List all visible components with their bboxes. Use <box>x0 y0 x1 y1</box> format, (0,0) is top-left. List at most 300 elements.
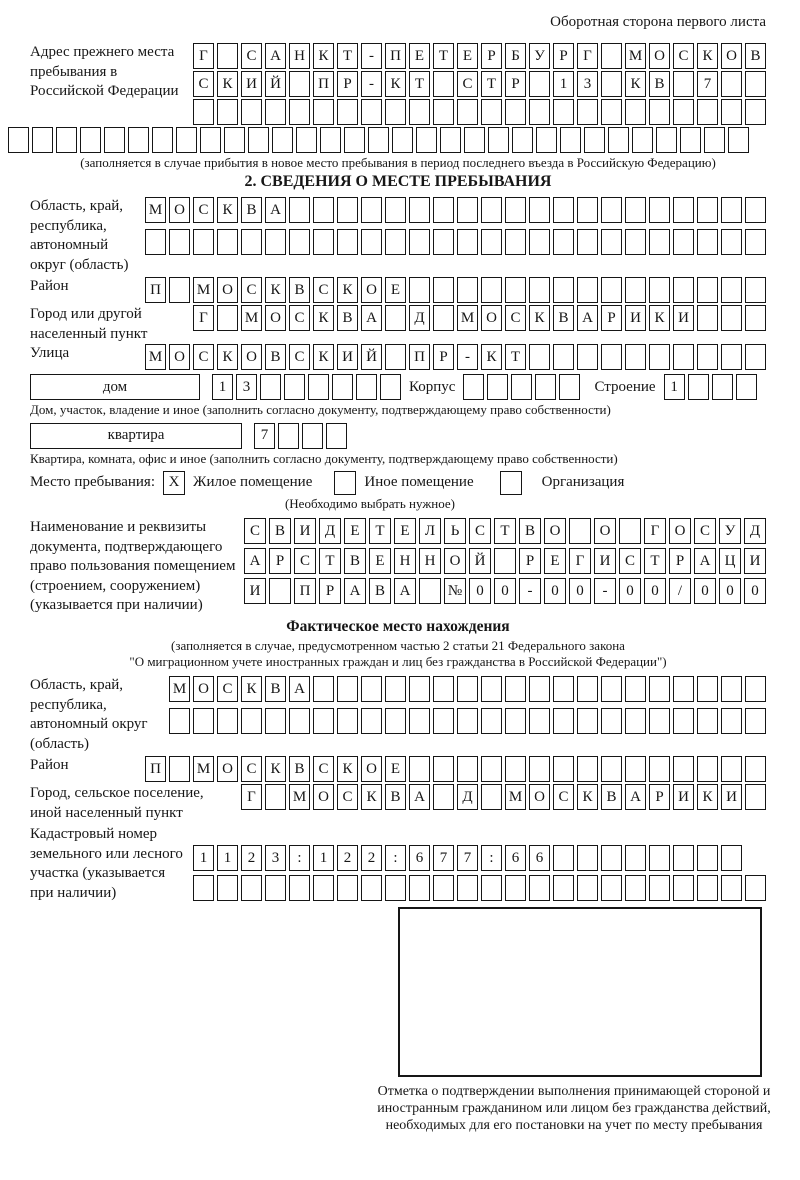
char-box[interactable]: М <box>625 43 646 69</box>
char-box[interactable]: Г <box>193 43 214 69</box>
char-box[interactable] <box>535 374 556 400</box>
char-box[interactable]: С <box>241 756 262 782</box>
char-box[interactable] <box>289 197 310 223</box>
char-box[interactable]: С <box>694 518 716 544</box>
char-box[interactable] <box>745 277 766 303</box>
char-box[interactable]: К <box>241 676 262 702</box>
char-box[interactable] <box>320 127 341 153</box>
char-box[interactable]: С <box>457 71 478 97</box>
char-box[interactable] <box>241 875 262 901</box>
char-box[interactable] <box>721 708 742 734</box>
char-box[interactable] <box>337 99 358 125</box>
char-box[interactable]: 1 <box>664 374 685 400</box>
char-box[interactable]: О <box>481 305 502 331</box>
char-box[interactable] <box>649 197 670 223</box>
char-box[interactable]: Т <box>369 518 391 544</box>
char-box[interactable] <box>409 676 430 702</box>
char-box[interactable] <box>56 127 77 153</box>
char-box[interactable] <box>217 708 238 734</box>
char-box[interactable] <box>601 845 622 871</box>
char-box[interactable] <box>649 229 670 255</box>
char-box[interactable]: 2 <box>241 845 262 871</box>
char-box[interactable]: Й <box>469 548 491 574</box>
char-box[interactable] <box>649 344 670 370</box>
char-box[interactable]: 0 <box>744 578 766 604</box>
char-box[interactable]: К <box>265 277 286 303</box>
char-box[interactable] <box>313 197 334 223</box>
char-box[interactable] <box>169 756 190 782</box>
char-box[interactable] <box>169 229 190 255</box>
char-box[interactable] <box>673 875 694 901</box>
char-box[interactable] <box>553 229 574 255</box>
char-box[interactable] <box>313 676 334 702</box>
char-box[interactable] <box>193 99 214 125</box>
char-box[interactable] <box>326 423 347 449</box>
char-box[interactable] <box>673 99 694 125</box>
char-box[interactable] <box>745 305 766 331</box>
char-box[interactable] <box>529 197 550 223</box>
char-box[interactable]: А <box>265 43 286 69</box>
char-box[interactable] <box>656 127 677 153</box>
char-box[interactable]: В <box>344 548 366 574</box>
char-box[interactable]: К <box>313 305 334 331</box>
char-box[interactable] <box>625 676 646 702</box>
char-box[interactable] <box>457 277 478 303</box>
char-box[interactable]: 0 <box>544 578 566 604</box>
char-box[interactable]: А <box>289 676 310 702</box>
char-box[interactable]: Т <box>409 71 430 97</box>
char-box[interactable] <box>529 71 550 97</box>
char-box[interactable]: А <box>409 784 430 810</box>
char-box[interactable]: О <box>313 784 334 810</box>
char-box[interactable] <box>721 676 742 702</box>
char-box[interactable]: К <box>337 277 358 303</box>
char-box[interactable] <box>368 127 389 153</box>
char-box[interactable]: : <box>289 845 310 871</box>
char-box[interactable]: Е <box>385 277 406 303</box>
char-box[interactable]: П <box>294 578 316 604</box>
char-box[interactable] <box>577 875 598 901</box>
char-box[interactable] <box>128 127 149 153</box>
char-box[interactable]: К <box>697 784 718 810</box>
char-box[interactable] <box>601 229 622 255</box>
char-box[interactable] <box>529 229 550 255</box>
char-box[interactable] <box>241 708 262 734</box>
char-box[interactable]: В <box>265 676 286 702</box>
char-box[interactable] <box>193 875 214 901</box>
char-box[interactable]: 1 <box>217 845 238 871</box>
char-box[interactable]: М <box>457 305 478 331</box>
char-box[interactable] <box>457 197 478 223</box>
char-box[interactable]: С <box>289 344 310 370</box>
char-box[interactable] <box>241 99 262 125</box>
char-box[interactable]: Р <box>519 548 541 574</box>
char-box[interactable]: В <box>337 305 358 331</box>
char-box[interactable] <box>673 708 694 734</box>
char-box[interactable] <box>505 277 526 303</box>
char-box[interactable]: Е <box>369 548 391 574</box>
char-box[interactable] <box>193 229 214 255</box>
char-box[interactable]: П <box>145 756 166 782</box>
char-box[interactable]: В <box>553 305 574 331</box>
char-box[interactable]: К <box>265 756 286 782</box>
char-box[interactable]: Е <box>385 756 406 782</box>
char-box[interactable] <box>745 99 766 125</box>
char-box[interactable]: Т <box>505 344 526 370</box>
char-box[interactable] <box>481 875 502 901</box>
char-box[interactable] <box>529 708 550 734</box>
char-box[interactable]: А <box>361 305 382 331</box>
char-box[interactable]: П <box>145 277 166 303</box>
char-box[interactable] <box>721 71 742 97</box>
char-box[interactable] <box>457 708 478 734</box>
char-box[interactable]: К <box>361 784 382 810</box>
char-box[interactable]: 7 <box>254 423 275 449</box>
char-box[interactable] <box>721 229 742 255</box>
char-box[interactable] <box>505 99 526 125</box>
char-box[interactable] <box>560 127 581 153</box>
char-box[interactable] <box>584 127 605 153</box>
char-box[interactable] <box>721 344 742 370</box>
char-box[interactable] <box>601 71 622 97</box>
char-box[interactable] <box>8 127 29 153</box>
char-box[interactable]: К <box>313 43 334 69</box>
checkbox-zhiloe[interactable]: X <box>163 471 185 495</box>
char-box[interactable] <box>688 374 709 400</box>
char-box[interactable] <box>337 708 358 734</box>
char-box[interactable] <box>505 229 526 255</box>
char-box[interactable]: Т <box>644 548 666 574</box>
char-box[interactable]: С <box>289 305 310 331</box>
char-box[interactable]: С <box>553 784 574 810</box>
char-box[interactable] <box>361 676 382 702</box>
char-box[interactable] <box>625 845 646 871</box>
char-box[interactable] <box>745 784 766 810</box>
char-box[interactable] <box>577 708 598 734</box>
char-box[interactable]: - <box>361 43 382 69</box>
char-box[interactable]: - <box>361 71 382 97</box>
char-box[interactable] <box>289 875 310 901</box>
char-box[interactable] <box>745 676 766 702</box>
char-box[interactable] <box>625 197 646 223</box>
char-box[interactable] <box>649 875 670 901</box>
char-box[interactable] <box>385 229 406 255</box>
char-box[interactable]: К <box>529 305 550 331</box>
char-box[interactable] <box>457 676 478 702</box>
char-box[interactable] <box>313 708 334 734</box>
char-box[interactable] <box>260 374 281 400</box>
char-box[interactable] <box>433 71 454 97</box>
char-box[interactable] <box>673 71 694 97</box>
char-box[interactable] <box>217 875 238 901</box>
char-box[interactable] <box>481 229 502 255</box>
char-box[interactable] <box>721 756 742 782</box>
char-box[interactable] <box>217 229 238 255</box>
char-box[interactable]: П <box>409 344 430 370</box>
char-box[interactable] <box>553 875 574 901</box>
char-box[interactable]: И <box>721 784 742 810</box>
char-box[interactable]: Е <box>544 548 566 574</box>
char-box[interactable]: У <box>529 43 550 69</box>
char-box[interactable]: М <box>241 305 262 331</box>
char-box[interactable] <box>697 305 718 331</box>
char-box[interactable]: Й <box>361 344 382 370</box>
char-box[interactable] <box>385 99 406 125</box>
char-box[interactable] <box>577 197 598 223</box>
char-box[interactable]: С <box>313 277 334 303</box>
char-box[interactable] <box>332 374 353 400</box>
char-box[interactable]: Ь <box>444 518 466 544</box>
char-box[interactable] <box>385 875 406 901</box>
char-box[interactable]: Р <box>601 305 622 331</box>
char-box[interactable]: О <box>529 784 550 810</box>
char-box[interactable] <box>577 229 598 255</box>
char-box[interactable] <box>457 229 478 255</box>
char-box[interactable]: 6 <box>529 845 550 871</box>
char-box[interactable]: 0 <box>469 578 491 604</box>
char-box[interactable] <box>577 344 598 370</box>
char-box[interactable]: С <box>505 305 526 331</box>
char-box[interactable]: Т <box>494 518 516 544</box>
char-box[interactable] <box>721 197 742 223</box>
char-box[interactable] <box>433 875 454 901</box>
char-box[interactable] <box>553 197 574 223</box>
char-box[interactable] <box>673 845 694 871</box>
char-box[interactable]: С <box>337 784 358 810</box>
char-box[interactable] <box>704 127 725 153</box>
char-box[interactable]: - <box>457 344 478 370</box>
char-box[interactable]: У <box>719 518 741 544</box>
char-box[interactable] <box>284 374 305 400</box>
char-box[interactable] <box>649 708 670 734</box>
char-box[interactable]: М <box>193 277 214 303</box>
char-box[interactable] <box>481 708 502 734</box>
char-box[interactable]: А <box>577 305 598 331</box>
char-box[interactable] <box>529 99 550 125</box>
char-box[interactable] <box>673 229 694 255</box>
char-box[interactable] <box>481 197 502 223</box>
char-box[interactable]: А <box>394 578 416 604</box>
char-box[interactable] <box>392 127 413 153</box>
char-box[interactable] <box>601 99 622 125</box>
char-box[interactable] <box>721 277 742 303</box>
char-box[interactable]: А <box>344 578 366 604</box>
char-box[interactable]: К <box>217 344 238 370</box>
char-box[interactable] <box>697 708 718 734</box>
char-box[interactable]: 7 <box>457 845 478 871</box>
char-box[interactable] <box>337 197 358 223</box>
char-box[interactable]: Г <box>241 784 262 810</box>
char-box[interactable] <box>176 127 197 153</box>
char-box[interactable]: М <box>145 197 166 223</box>
char-box[interactable] <box>512 127 533 153</box>
char-box[interactable] <box>385 344 406 370</box>
char-box[interactable]: А <box>625 784 646 810</box>
char-box[interactable] <box>697 875 718 901</box>
char-box[interactable] <box>577 277 598 303</box>
char-box[interactable]: В <box>601 784 622 810</box>
char-box[interactable] <box>529 344 550 370</box>
char-box[interactable] <box>433 277 454 303</box>
char-box[interactable] <box>265 229 286 255</box>
char-box[interactable]: Е <box>409 43 430 69</box>
char-box[interactable] <box>553 277 574 303</box>
char-box[interactable]: Р <box>649 784 670 810</box>
char-box[interactable]: К <box>217 71 238 97</box>
char-box[interactable] <box>217 99 238 125</box>
char-box[interactable]: И <box>625 305 646 331</box>
char-box[interactable]: Г <box>577 43 598 69</box>
char-box[interactable] <box>409 708 430 734</box>
char-box[interactable] <box>553 99 574 125</box>
char-box[interactable]: О <box>444 548 466 574</box>
char-box[interactable] <box>481 676 502 702</box>
char-box[interactable]: С <box>241 277 262 303</box>
char-box[interactable]: С <box>313 756 334 782</box>
char-box[interactable] <box>721 305 742 331</box>
char-box[interactable]: О <box>217 756 238 782</box>
char-box[interactable] <box>433 305 454 331</box>
char-box[interactable]: П <box>313 71 334 97</box>
char-box[interactable] <box>337 676 358 702</box>
char-box[interactable] <box>553 708 574 734</box>
char-box[interactable] <box>649 277 670 303</box>
char-box[interactable] <box>248 127 269 153</box>
char-box[interactable] <box>481 784 502 810</box>
char-box[interactable] <box>169 277 190 303</box>
char-box[interactable] <box>673 277 694 303</box>
char-box[interactable]: Д <box>744 518 766 544</box>
char-box[interactable]: О <box>241 344 262 370</box>
char-box[interactable] <box>308 374 329 400</box>
char-box[interactable] <box>487 374 508 400</box>
char-box[interactable] <box>409 99 430 125</box>
char-box[interactable]: № <box>444 578 466 604</box>
char-box[interactable] <box>224 127 245 153</box>
char-box[interactable]: В <box>289 277 310 303</box>
char-box[interactable]: Р <box>553 43 574 69</box>
char-box[interactable]: 0 <box>694 578 716 604</box>
char-box[interactable] <box>32 127 53 153</box>
char-box[interactable] <box>553 344 574 370</box>
char-box[interactable] <box>344 127 365 153</box>
char-box[interactable]: Д <box>457 784 478 810</box>
char-box[interactable] <box>80 127 101 153</box>
char-box[interactable] <box>265 708 286 734</box>
char-box[interactable] <box>265 99 286 125</box>
char-box[interactable] <box>697 99 718 125</box>
char-box[interactable]: К <box>697 43 718 69</box>
char-box[interactable] <box>217 43 238 69</box>
char-box[interactable] <box>625 277 646 303</box>
char-box[interactable]: 1 <box>553 71 574 97</box>
char-box[interactable]: Р <box>669 548 691 574</box>
char-box[interactable]: И <box>673 784 694 810</box>
char-box[interactable] <box>559 374 580 400</box>
char-box[interactable]: П <box>385 43 406 69</box>
char-box[interactable]: 2 <box>337 845 358 871</box>
char-box[interactable] <box>697 756 718 782</box>
char-box[interactable]: А <box>265 197 286 223</box>
char-box[interactable] <box>361 875 382 901</box>
char-box[interactable] <box>601 344 622 370</box>
char-box[interactable] <box>673 676 694 702</box>
char-box[interactable] <box>625 229 646 255</box>
char-box[interactable]: Г <box>193 305 214 331</box>
char-box[interactable]: С <box>193 344 214 370</box>
char-box[interactable] <box>457 756 478 782</box>
char-box[interactable] <box>433 756 454 782</box>
char-box[interactable]: Д <box>409 305 430 331</box>
char-box[interactable] <box>296 127 317 153</box>
char-box[interactable]: О <box>193 676 214 702</box>
char-box[interactable] <box>625 756 646 782</box>
char-box[interactable] <box>361 197 382 223</box>
char-box[interactable] <box>601 43 622 69</box>
char-box[interactable] <box>200 127 221 153</box>
char-box[interactable] <box>505 756 526 782</box>
char-box[interactable] <box>269 578 291 604</box>
char-box[interactable]: М <box>145 344 166 370</box>
char-box[interactable] <box>745 756 766 782</box>
char-box[interactable] <box>745 197 766 223</box>
char-box[interactable]: 0 <box>719 578 741 604</box>
char-box[interactable]: К <box>385 71 406 97</box>
char-box[interactable]: 3 <box>577 71 598 97</box>
char-box[interactable] <box>745 71 766 97</box>
checkbox-organizaciya[interactable] <box>500 471 522 495</box>
char-box[interactable]: И <box>294 518 316 544</box>
char-box[interactable]: Н <box>419 548 441 574</box>
char-box[interactable] <box>673 344 694 370</box>
char-box[interactable]: 7 <box>433 845 454 871</box>
char-box[interactable]: И <box>673 305 694 331</box>
char-box[interactable]: В <box>745 43 766 69</box>
char-box[interactable]: И <box>244 578 266 604</box>
char-box[interactable] <box>433 708 454 734</box>
char-box[interactable]: Е <box>394 518 416 544</box>
char-box[interactable] <box>601 197 622 223</box>
char-box[interactable] <box>745 875 766 901</box>
char-box[interactable] <box>728 127 749 153</box>
char-box[interactable] <box>625 344 646 370</box>
char-box[interactable] <box>152 127 173 153</box>
char-box[interactable]: Й <box>265 71 286 97</box>
char-box[interactable]: И <box>337 344 358 370</box>
char-box[interactable] <box>625 708 646 734</box>
char-box[interactable] <box>601 676 622 702</box>
char-box[interactable]: В <box>265 344 286 370</box>
char-box[interactable] <box>409 229 430 255</box>
char-box[interactable] <box>433 229 454 255</box>
char-box[interactable] <box>569 518 591 544</box>
char-box[interactable]: : <box>385 845 406 871</box>
char-box[interactable] <box>601 875 622 901</box>
char-box[interactable]: Р <box>481 43 502 69</box>
char-box[interactable] <box>697 197 718 223</box>
char-box[interactable]: С <box>241 43 262 69</box>
char-box[interactable]: 1 <box>313 845 334 871</box>
char-box[interactable] <box>193 708 214 734</box>
char-box[interactable]: 1 <box>193 845 214 871</box>
char-box[interactable] <box>409 197 430 223</box>
char-box[interactable] <box>380 374 401 400</box>
char-box[interactable] <box>385 676 406 702</box>
char-box[interactable] <box>601 708 622 734</box>
char-box[interactable] <box>409 277 430 303</box>
char-box[interactable] <box>553 756 574 782</box>
char-box[interactable] <box>419 578 441 604</box>
